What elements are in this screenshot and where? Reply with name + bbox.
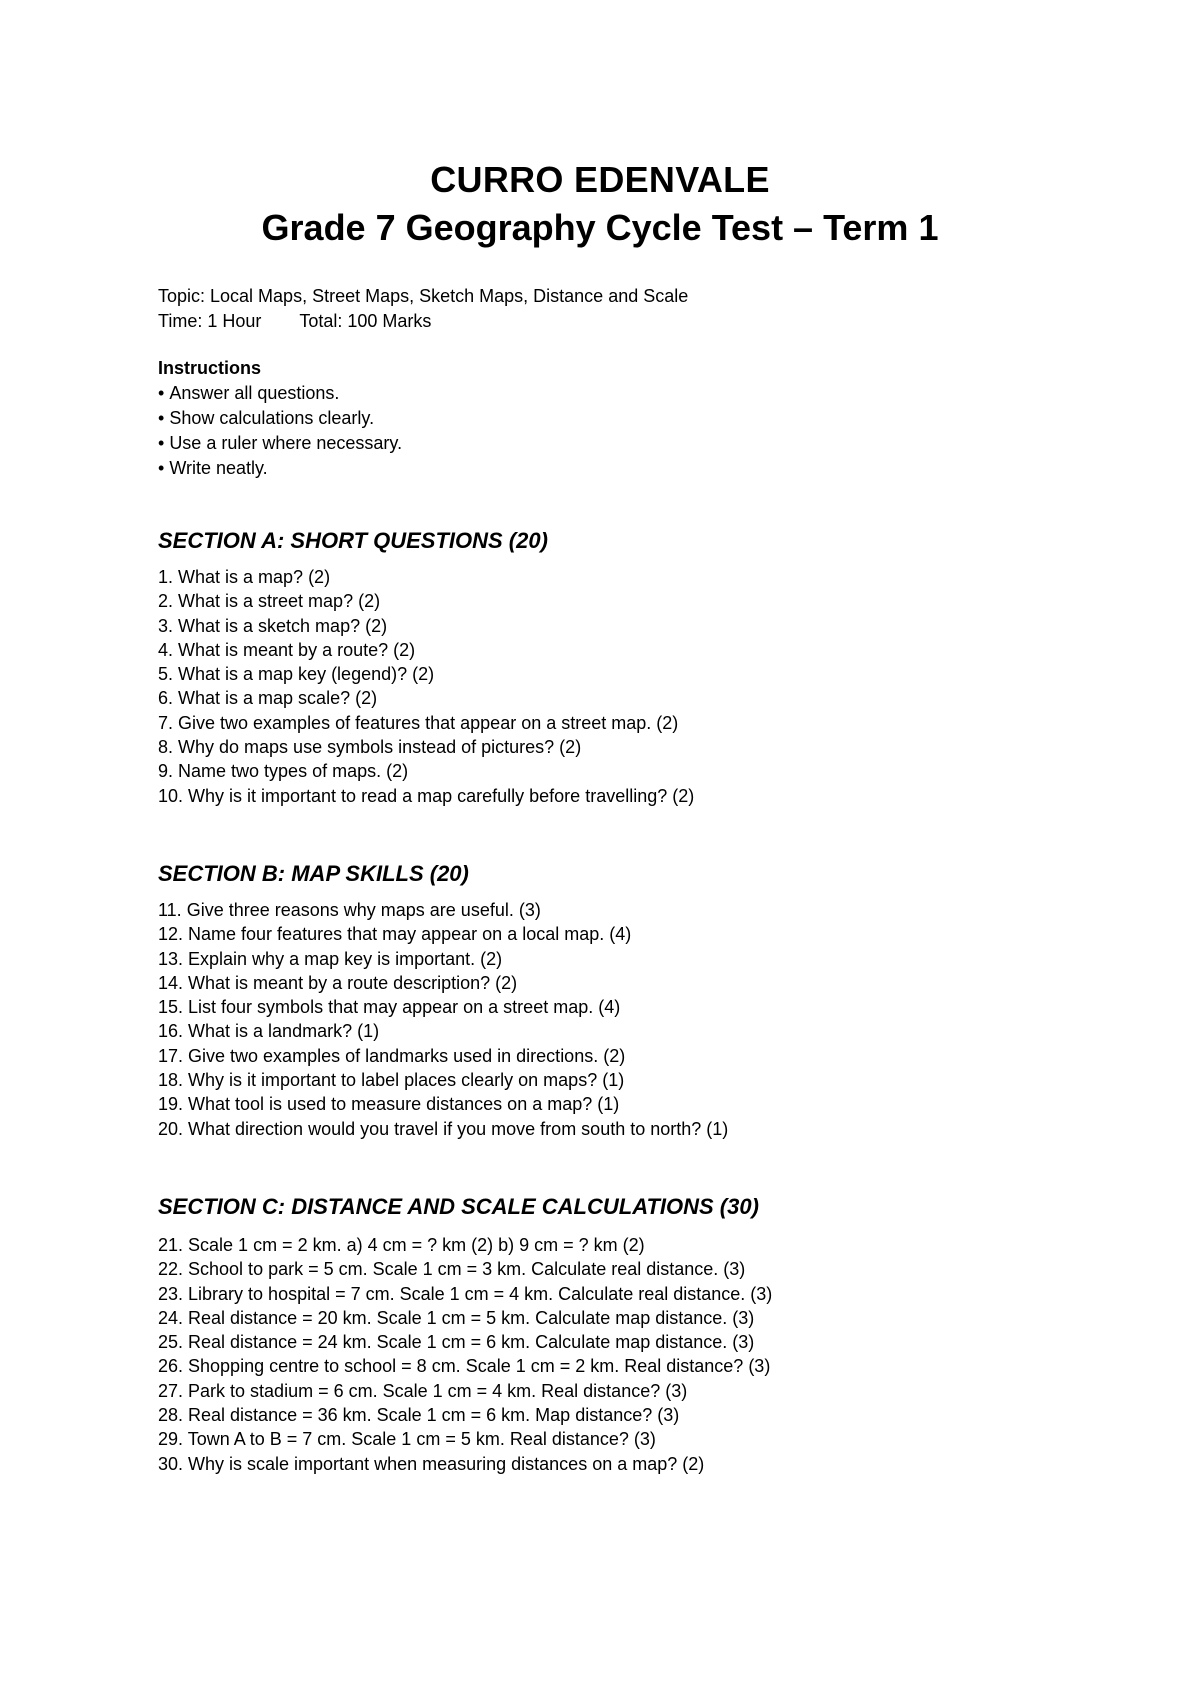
section-a-title: SECTION A: SHORT QUESTIONS (20) [158,528,548,553]
question-item: 10. Why is it important to read a map carefully before travelling? (2) [158,785,695,806]
question-item: 3. What is a sketch map? (2) [158,615,388,636]
question-item: 1. What is a map? (2) [158,567,331,587]
instructions-heading: Instructions [158,358,262,378]
question-item: 29. Town A to B = 7 cm. Scale 1 cm = 5 km. Real distance? (3) [158,1429,656,1450]
question-item: 19. What tool is used to measure distances on a map? (1) [158,1094,620,1115]
instruction-item: • Show calculations clearly. [158,406,402,431]
instructions-list [158,381,402,481]
question-item: 2. What is a street map? (2) [158,591,381,612]
test-meta [158,284,688,334]
question-item: 18. Why is it important to label places clearly on maps? (1) [158,1070,625,1091]
question-item: 11. Give three reasons why maps are useful. (3) [158,900,541,920]
test-title: Grade 7 Geography Cycle Test – Term 1 [261,207,939,248]
question-item: 12. Name four features that may appear on a local map. (4) [158,924,632,945]
total-text: Total: 100 Marks [299,311,432,331]
question-item: 14. What is meant by a route description? (2) [158,972,518,993]
question-item: 28. Real distance = 36 km. Scale 1 cm = 6 km. Map distance? (3) [158,1405,680,1426]
topic-line: Topic: Local Maps, Street Maps, Sketch Maps, Distance and Scale [158,286,689,306]
question-item: 7. Give two examples of features that appear on a street map. (2) [158,712,679,733]
time-total-line [158,309,688,334]
question-item: 5. What is a map key (legend)? (2) [158,664,435,685]
instruction-item: • Write neatly. [158,456,402,481]
question-item: 4. What is meant by a route? (2) [158,639,416,660]
question-item: 13. Explain why a map key is important. (2) [158,948,503,969]
question-item: 21. Scale 1 cm = 2 km. a) 4 cm = ? km (2) b) 9 cm = ? km (2) [158,1235,645,1255]
question-item: 23. Library to hospital = 7 cm. Scale 1 cm = 4 km. Calculate real distance. (3) [158,1283,773,1304]
question-item: 15. List four symbols that may appear on a street map. (4) [158,997,621,1018]
instruction-item: • Answer all questions. [158,381,402,406]
instruction-item: • Use a ruler where necessary. [158,431,402,456]
question-item: 8. Why do maps use symbols instead of pictures? (2) [158,737,582,758]
question-item: 22. School to park = 5 cm. Scale 1 cm = 3 km. Calculate real distance. (3) [158,1259,746,1280]
question-item: 9. Name two types of maps. (2) [158,761,409,782]
section-b-questions [158,898,728,1141]
question-item: 20. What direction would you travel if you move from south to north? (1) [158,1118,729,1139]
section-c-questions [158,1233,772,1476]
question-item: 26. Shopping centre to school = 8 cm. Scale 1 cm = 2 km. Real distance? (3) [158,1356,771,1377]
school-name: CURRO EDENVALE [430,159,770,200]
section-a-questions [158,565,694,808]
question-item: 6. What is a map scale? (2) [158,688,378,709]
section-b-title: SECTION B: MAP SKILLS (20) [158,861,469,886]
question-item: 16. What is a landmark? (1) [158,1021,380,1042]
question-item: 24. Real distance = 20 km. Scale 1 cm = 5 km. Calculate map distance. (3) [158,1307,755,1328]
question-item: 27. Park to stadium = 6 cm. Scale 1 cm = 4 km. Real distance? (3) [158,1380,688,1401]
section-c-title: SECTION C: DISTANCE AND SCALE CALCULATIONS (30) [158,1194,759,1219]
time-text: Time: 1 Hour [158,311,262,331]
instructions [158,356,402,481]
question-item: 30. Why is scale important when measuring distances on a map? (2) [158,1453,705,1474]
question-item: 25. Real distance = 24 km. Scale 1 cm = 6 km. Calculate map distance. (3) [158,1332,755,1353]
question-item: 17. Give two examples of landmarks used in directions. (2) [158,1045,626,1066]
